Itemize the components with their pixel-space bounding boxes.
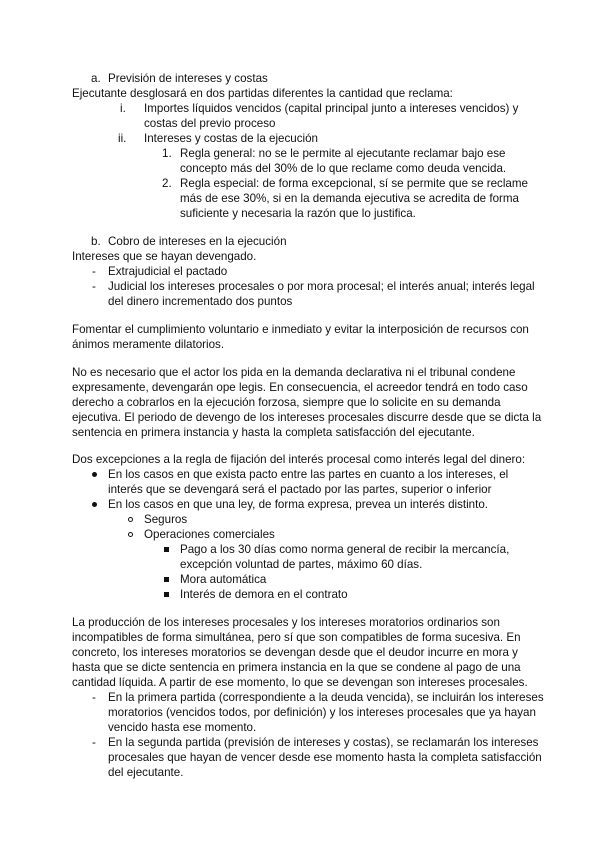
text-line: Interés de demora en el contrato [180, 588, 348, 601]
text-line: Fomentar el cumplimiento voluntario e inmediato y evitar la interposición de recursos con [72, 323, 529, 336]
text-line: Ejecutante desglosará en dos partidas diferentes la cantidad que reclama: [72, 87, 453, 100]
text-line: del dinero incrementado dos puntos [108, 295, 293, 308]
text-line: No es necesario que el actor los pida en la demanda declarativa ni el tribunal condene [72, 366, 516, 379]
text-line: hasta que se dicte sentencia en primera instancia en la que se condene al pago de una [72, 661, 521, 674]
text-line: suficiente y necesaria la razón que lo justifica. [180, 207, 416, 220]
bullet-circle-icon [128, 517, 133, 522]
text-line: concepto más del 30% de lo que reclame como deuda vencida. [180, 162, 507, 175]
dash-marker: - [92, 280, 96, 293]
section-heading: Cobro de intereses en la ejecución [108, 235, 287, 248]
bullet-circle-icon [128, 532, 133, 537]
text-line: En los casos en que una ley, de forma expresa, prevea un interés distinto. [108, 498, 489, 511]
section-heading: Previsión de intereses y costas [108, 72, 268, 85]
text-line: ejecutiva. El periodo de devengo de los intereses procesales discurre desde que se dicta la [72, 411, 542, 424]
dash-marker: - [92, 736, 96, 749]
text-line: Dos excepciones a la regla de fijación del interés procesal como interés legal del dinero: [72, 453, 526, 466]
text-line: del ejecutante. [108, 766, 184, 779]
text-line: Importes líquidos vencidos (capital principal junto a intereses vencidos) y [144, 102, 519, 115]
text-line: Judicial los intereses procesales o por mora procesal; el interés anual; interés legal [108, 280, 535, 293]
bullet-square-icon [164, 547, 169, 552]
text-line: sentencia en primera instancia y hasta la completa satisfacción del ejecutante. [72, 426, 475, 439]
text-line: vencido hasta ese momento. [108, 721, 257, 734]
dash-marker: - [92, 265, 96, 278]
text-line: En la segunda partida (previsión de intereses y costas), se reclamarán los intereses [108, 736, 539, 749]
text-line: interés que se devengará será el pactado por las partes, superior o inferior [108, 483, 492, 496]
text-line: excepción voluntad de partes, máximo 60 días. [180, 558, 423, 571]
bullet-square-icon [164, 577, 169, 582]
text-line: Extrajudicial el pactado [108, 265, 228, 278]
text-line: Intereses y costas de la ejecución [144, 132, 319, 145]
text-line: procesales que hayan de vencer desde ese momento hasta la completa satisfacción [108, 751, 542, 764]
text-line: En la primera partida (correspondiente a la deuda vencida), se incluirán los intereses [108, 691, 544, 704]
dash-marker: - [92, 691, 96, 704]
list-marker: 1. [162, 147, 172, 160]
bullet-square-icon [164, 592, 169, 597]
list-marker: ii. [118, 132, 127, 145]
text-line: Operaciones comerciales [144, 528, 275, 541]
text-line: La producción de los intereses procesales y los intereses moratorios ordinarios son [72, 616, 500, 629]
text-line: Seguros [144, 513, 188, 526]
list-marker: b. [91, 235, 101, 248]
list-marker: a. [91, 72, 101, 85]
text-line: Mora automática [180, 573, 267, 586]
text-line: derecho a cobrarlos en la ejecución forzosa, siempre que lo solicite en su demanda [72, 396, 501, 409]
list-marker: i. [120, 102, 126, 115]
bullet-dot-icon [92, 502, 97, 507]
text-line: moratorios (vencidos todos, por definición) y los intereses procesales que ya hayan [108, 706, 536, 719]
text-line: concreto, los intereses moratorios se devengan desde que el deudor incurre en mora y [72, 646, 518, 659]
text-line: En los casos en que exista pacto entre las partes en cuanto a los intereses, el [108, 468, 509, 481]
text-line: incompatibles de forma simultánea, pero sí que son compatibles de forma sucesiva. En [72, 631, 521, 644]
text-line: cantidad líquida. A partir de ese momento, lo que se devengan son intereses procesales. [72, 676, 528, 689]
text-line: ánimos meramente dilatorios. [72, 338, 225, 351]
text-line: Regla especial: de forma excepcional, sí se permite que se reclame [180, 177, 528, 190]
text-line: Intereses que se hayan devengado. [72, 250, 257, 263]
text-line: expresamente, devengarán ope legis. En consecuencia, el acreedor tendrá en todo caso [72, 381, 528, 394]
list-marker: 2. [162, 177, 172, 190]
bullet-dot-icon [92, 472, 97, 477]
text-line: más de ese 30%, si en la demanda ejecutiva se acredita de forma [180, 192, 519, 205]
text-line: costas del previo proceso [144, 117, 276, 130]
text-line: Regla general: no se le permite al ejecutante reclamar bajo ese [180, 147, 506, 160]
text-line: Pago a los 30 días como norma general de recibir la mercancía, [180, 543, 510, 556]
